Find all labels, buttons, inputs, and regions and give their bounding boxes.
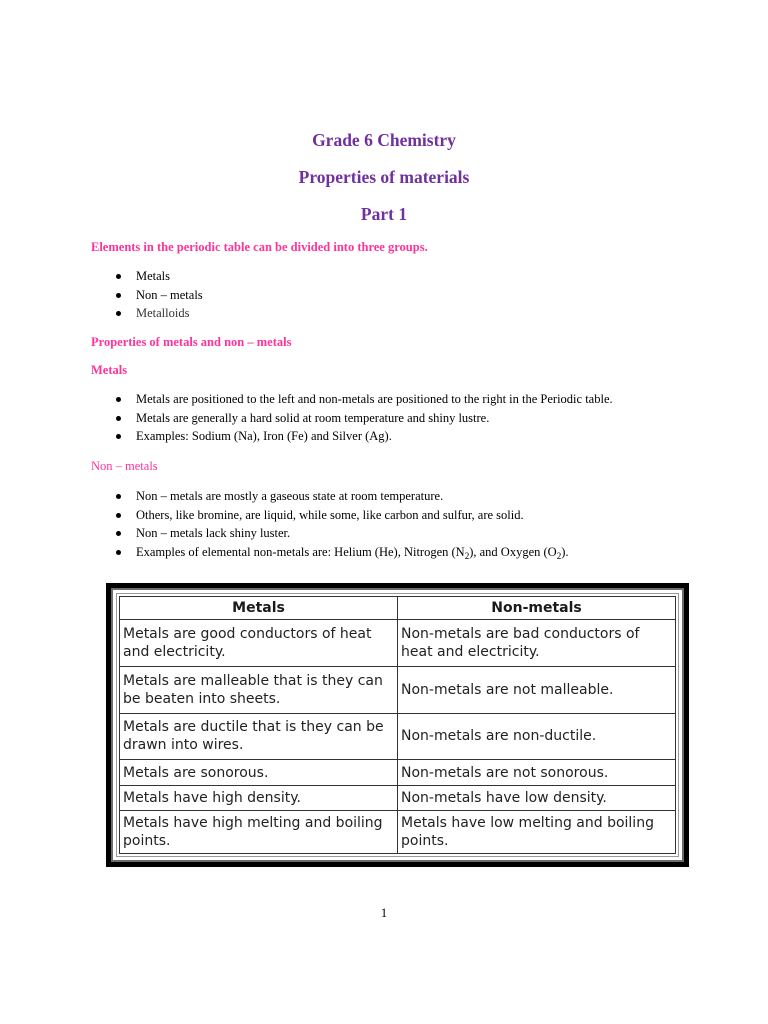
table-cell: Non-metals have low density.	[398, 785, 676, 810]
document-part: Part 1	[360, 204, 408, 224]
column-header-metals: Metals	[120, 597, 398, 620]
properties-heading: Properties of metals and non – metals	[91, 335, 292, 349]
groups-list	[113, 267, 203, 323]
bullet-icon	[116, 416, 121, 421]
table-cell: Metals have high melting and boiling points.	[120, 811, 398, 854]
table-cell: Metals have high density.	[120, 785, 398, 810]
list-item: Examples: Sodium (Na), Iron (Fe) and Silver (Ag).	[113, 427, 613, 446]
list-item	[113, 543, 569, 562]
intro-heading: Elements in the periodic table can be divided into three groups.	[91, 240, 428, 254]
list-item: Metals	[113, 267, 203, 286]
metals-heading: Metals	[91, 363, 128, 377]
nonmetals-heading: Non – metals	[91, 459, 158, 473]
bullet-icon	[116, 550, 121, 555]
document-title: Grade 6 Chemistry	[312, 130, 456, 150]
table-row	[120, 785, 676, 810]
table-cell: Metals are sonorous.	[120, 760, 398, 785]
table-cell: Non-metals are not sonorous.	[398, 760, 676, 785]
bullet-icon	[116, 311, 121, 316]
table-cell: Non-metals are non-ductile.	[398, 713, 676, 760]
table-cell: Metals are ductile that is they can be drawn into wires.	[120, 713, 398, 760]
table-header-row	[120, 597, 676, 620]
table-cell: Metals are malleable that is they can be beaten into sheets.	[120, 666, 398, 713]
bullet-icon	[116, 293, 121, 298]
bullet-icon	[116, 397, 121, 402]
table-cell: Non-metals are not malleable.	[398, 666, 676, 713]
column-header-nonmetals: Non-metals	[398, 597, 676, 620]
table-row	[120, 713, 676, 760]
comparison-table	[119, 596, 676, 854]
table-row	[120, 760, 676, 785]
list-item: Metalloids	[113, 304, 203, 323]
table-row	[120, 620, 676, 667]
page-number: 1	[380, 906, 388, 920]
list-item: Metals are generally a hard solid at room temperature and shiny lustre.	[113, 409, 613, 428]
examples-text: Examples of elemental non-metals are: Helium (He), Nitrogen $(N_2)$, and Oxygen $(O_2)$.	[136, 544, 569, 561]
list-item: Metals are positioned to the left and non-metals are positioned to the right in the Periodic table.	[113, 390, 613, 409]
table-cell: Non-metals are bad conductors of heat and electricity.	[398, 620, 676, 667]
list-item: Non – metals	[113, 286, 203, 305]
bullet-icon	[116, 434, 121, 439]
comparison-table-frame	[106, 583, 689, 867]
list-item: Non – metals lack shiny luster.	[113, 524, 569, 543]
bullet-icon	[116, 531, 121, 536]
table-row	[120, 811, 676, 854]
document-subtitle: Properties of materials	[298, 167, 470, 187]
nonmetals-list	[113, 487, 569, 561]
bullet-icon	[116, 494, 121, 499]
list-item: Non – metals are mostly a gaseous state at room temperature.	[113, 487, 569, 506]
list-item: Others, like bromine, are liquid, while some, like carbon and sulfur, are solid.	[113, 506, 569, 525]
table-cell: Metals are good conductors of heat and electricity.	[120, 620, 398, 667]
table-cell: Metals have low melting and boiling points.	[398, 811, 676, 854]
table-row	[120, 666, 676, 713]
bullet-icon	[116, 513, 121, 518]
metals-list	[113, 390, 613, 446]
bullet-icon	[116, 274, 121, 279]
